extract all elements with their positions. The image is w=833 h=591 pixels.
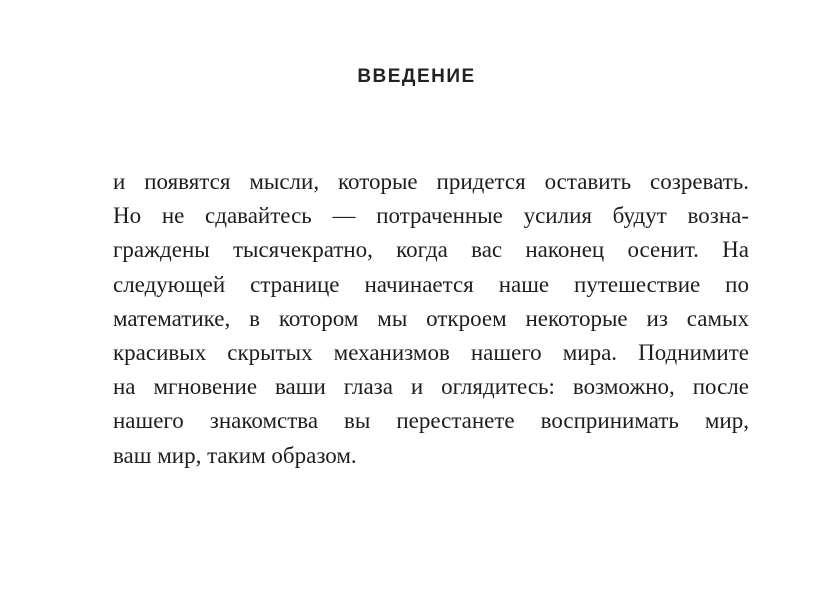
body-paragraph xyxy=(113,165,749,473)
text-line: нашего знакомства вы перестанете воспринимать мир, xyxy=(113,408,749,434)
text-line: математике, в котором мы откроем некоторые из самых xyxy=(113,305,749,331)
text-line: граждены тысячекратно, когда вас наконец осенит. На xyxy=(113,237,749,263)
text-line: красивых скрытых механизмов нашего мира. Поднимите xyxy=(113,339,749,365)
text-line: на мгновение ваши глаза и оглядитесь: возможно, после xyxy=(113,374,749,400)
text-line: следующей странице начинается наше путешествие по xyxy=(113,271,749,297)
text-line: и появятся мысли, которые придется оставить созревать. xyxy=(113,169,749,194)
text-line: ваш мир, таким образом. xyxy=(113,442,357,468)
running-header: ВВЕДЕНИЕ xyxy=(357,66,476,87)
text-line: Но не сдавайтесь — потраченные усилия будут возна- xyxy=(113,203,749,229)
